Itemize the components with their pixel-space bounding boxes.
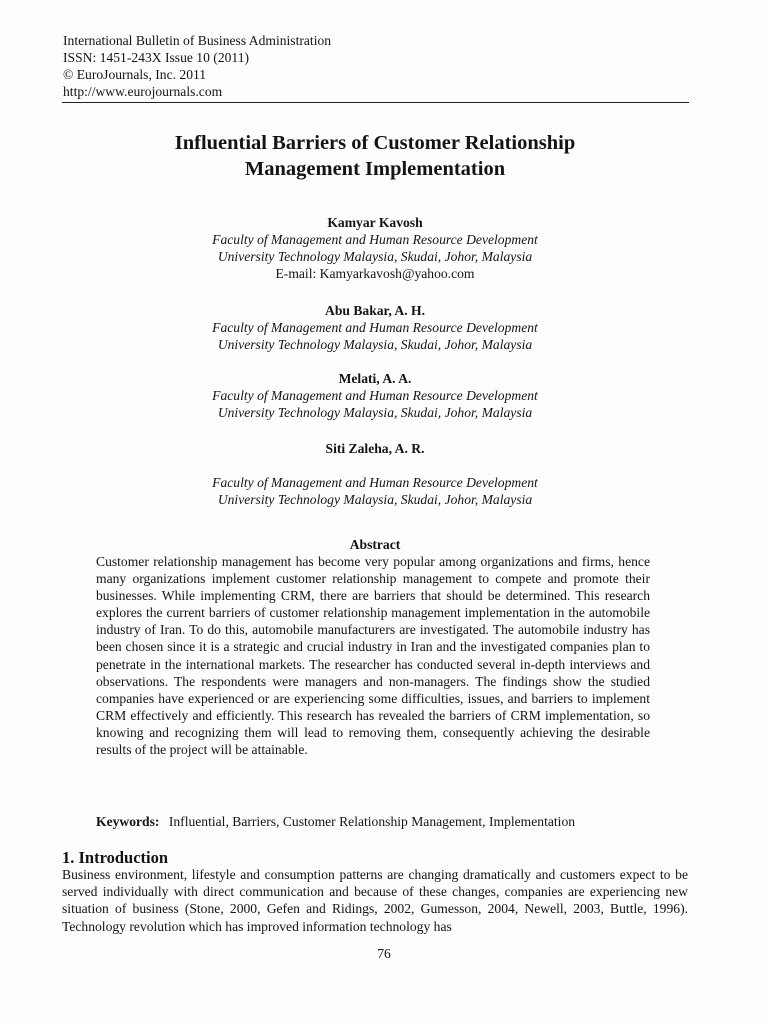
keywords-label: Keywords: <box>96 814 160 829</box>
author-block-3 <box>60 370 690 421</box>
author-name: Siti Zaleha, A. R. <box>325 441 425 456</box>
author-block-1 <box>60 214 690 282</box>
author-affiliation: Faculty of Management and Human Resource Development <box>212 232 538 247</box>
author-affiliation: University Technology Malaysia, Skudai, Johor, Malaysia <box>217 405 533 420</box>
author-block-2 <box>60 302 690 353</box>
paper-title <box>60 130 690 182</box>
introduction-text: Business environment, lifestyle and consumption patterns are changing dramatically and customers expect to be served individually with direct communication and because of these changes, companies are experiencing new situation of business (Stone, 2000, Gefen and Ridings, 2002, Gumesson, 2004, Newell, 2003, Buttle, 1996). Technology revolution which has improved information technology has <box>62 867 688 934</box>
paper-title-line-2: Management Implementation <box>244 158 506 180</box>
journal-header <box>63 32 331 100</box>
journal-copyright: © EuroJournals, Inc. 2011 <box>63 67 207 82</box>
header-divider <box>62 102 689 103</box>
author-email[interactable]: E-mail: Kamyarkavosh@yahoo.com <box>275 266 475 281</box>
page-number: 76 <box>377 946 391 961</box>
author-affiliation: Faculty of Management and Human Resource Development <box>212 388 538 403</box>
author-affiliation: Faculty of Management and Human Resource Development <box>212 475 538 490</box>
author-affiliation: Faculty of Management and Human Resource Development <box>212 320 538 335</box>
section-heading-introduction: 1. Introduction <box>62 848 169 867</box>
spacer <box>60 457 690 474</box>
author-affiliation: University Technology Malaysia, Skudai, Johor, Malaysia <box>217 249 533 264</box>
author-block-4 <box>60 440 690 508</box>
abstract-text: Customer relationship management has become very popular among organizations and firms, hence many organizations implement customer relationship management to compete and promote their businesses. While implementing CRM, there are barriers that should be determined. This research explores the current barriers of customer relationship management implementation in the automobile industry of Iran. To do this, automobile manufacturers are investigated. The automobile industry has been chosen since it is a strategic and crucial industry in Iran and the investigated companies plan to penetrate in the international markets. The researcher has conducted several in-depth interviews and observations. The respondents were managers and non-managers. The findings show the studied companies have experienced or are experiencing some difficulties, issues, and barriers to implement CRM effectively and efficiently. This research has revealed the barriers of CRM implementation, so knowing and recognizing them will lead to removing them, consequently achieving the desirable results of the project will be attainable. <box>96 554 650 758</box>
author-affiliation: University Technology Malaysia, Skudai, Johor, Malaysia <box>217 492 533 507</box>
keywords <box>96 813 696 830</box>
paper-title-line-1: Influential Barriers of Customer Relationship <box>174 132 576 154</box>
journal-issn: ISSN: 1451-243X Issue 10 (2011) <box>63 50 250 65</box>
journal-url[interactable]: http://www.eurojournals.com <box>63 84 223 99</box>
author-name: Kamyar Kavosh <box>327 215 423 230</box>
author-name: Abu Bakar, A. H. <box>325 303 425 318</box>
abstract-heading: Abstract <box>349 537 401 552</box>
keywords-text: Influential, Barriers, Customer Relationship Management, Implementation <box>168 814 576 829</box>
author-affiliation: University Technology Malaysia, Skudai, Johor, Malaysia <box>217 337 533 352</box>
journal-name: International Bulletin of Business Administration <box>63 33 332 48</box>
author-name: Melati, A. A. <box>338 371 412 386</box>
